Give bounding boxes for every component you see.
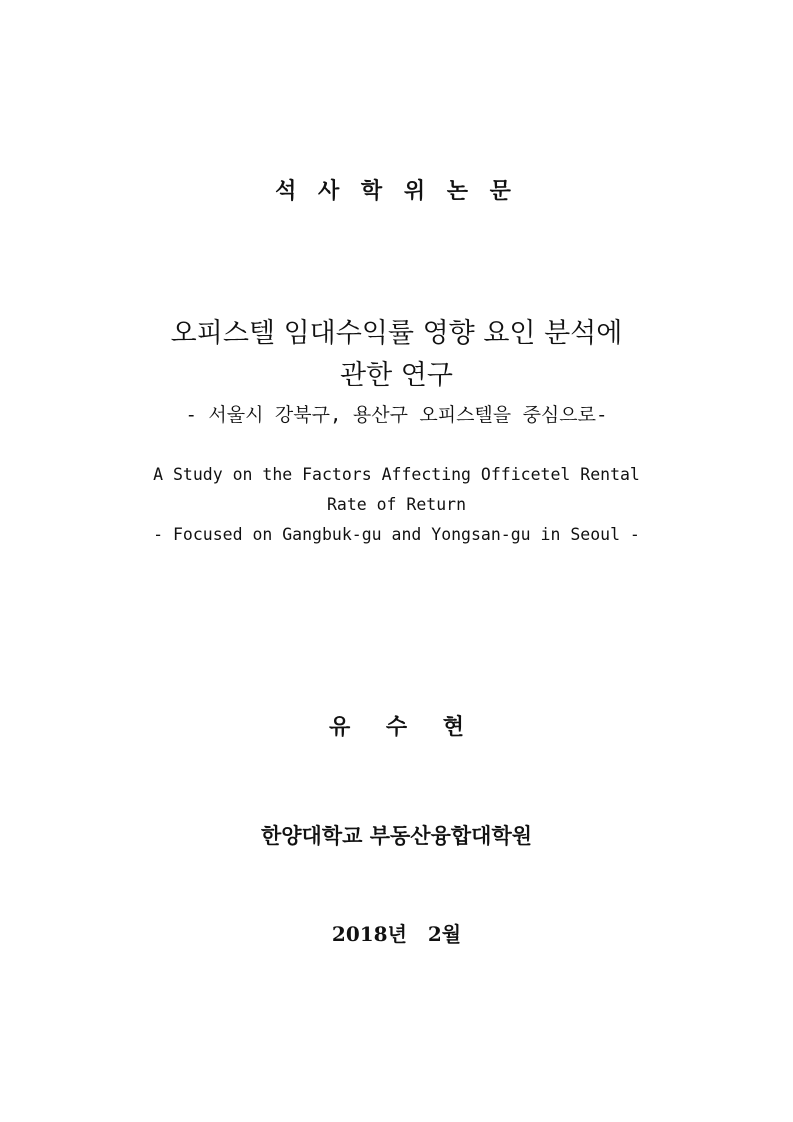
- english-title-line-2: Rate of Return: [326, 495, 467, 514]
- korean-title-line-1: 오피스텔 임대수익률 영향 요인 분석에: [170, 318, 623, 349]
- graduate-school: 한양대학교 부동산융합대학원: [260, 823, 533, 848]
- author-name: 유 수 현: [328, 714, 465, 740]
- degree-label: 석 사 학 위 논 문: [275, 178, 518, 204]
- korean-subtitle: - 서울시 강북구, 용산구 오피스텔을 중심으로-: [185, 404, 608, 426]
- english-title-line-1: A Study on the Factors Affecting Officetel Rental: [153, 465, 640, 484]
- submission-date: 2018년 2월: [331, 922, 462, 946]
- english-subtitle: - Focused on Gangbuk-gu and Yongsan-gu in Seoul -: [153, 525, 640, 544]
- korean-title-line-2: 관한 연구: [340, 360, 453, 391]
